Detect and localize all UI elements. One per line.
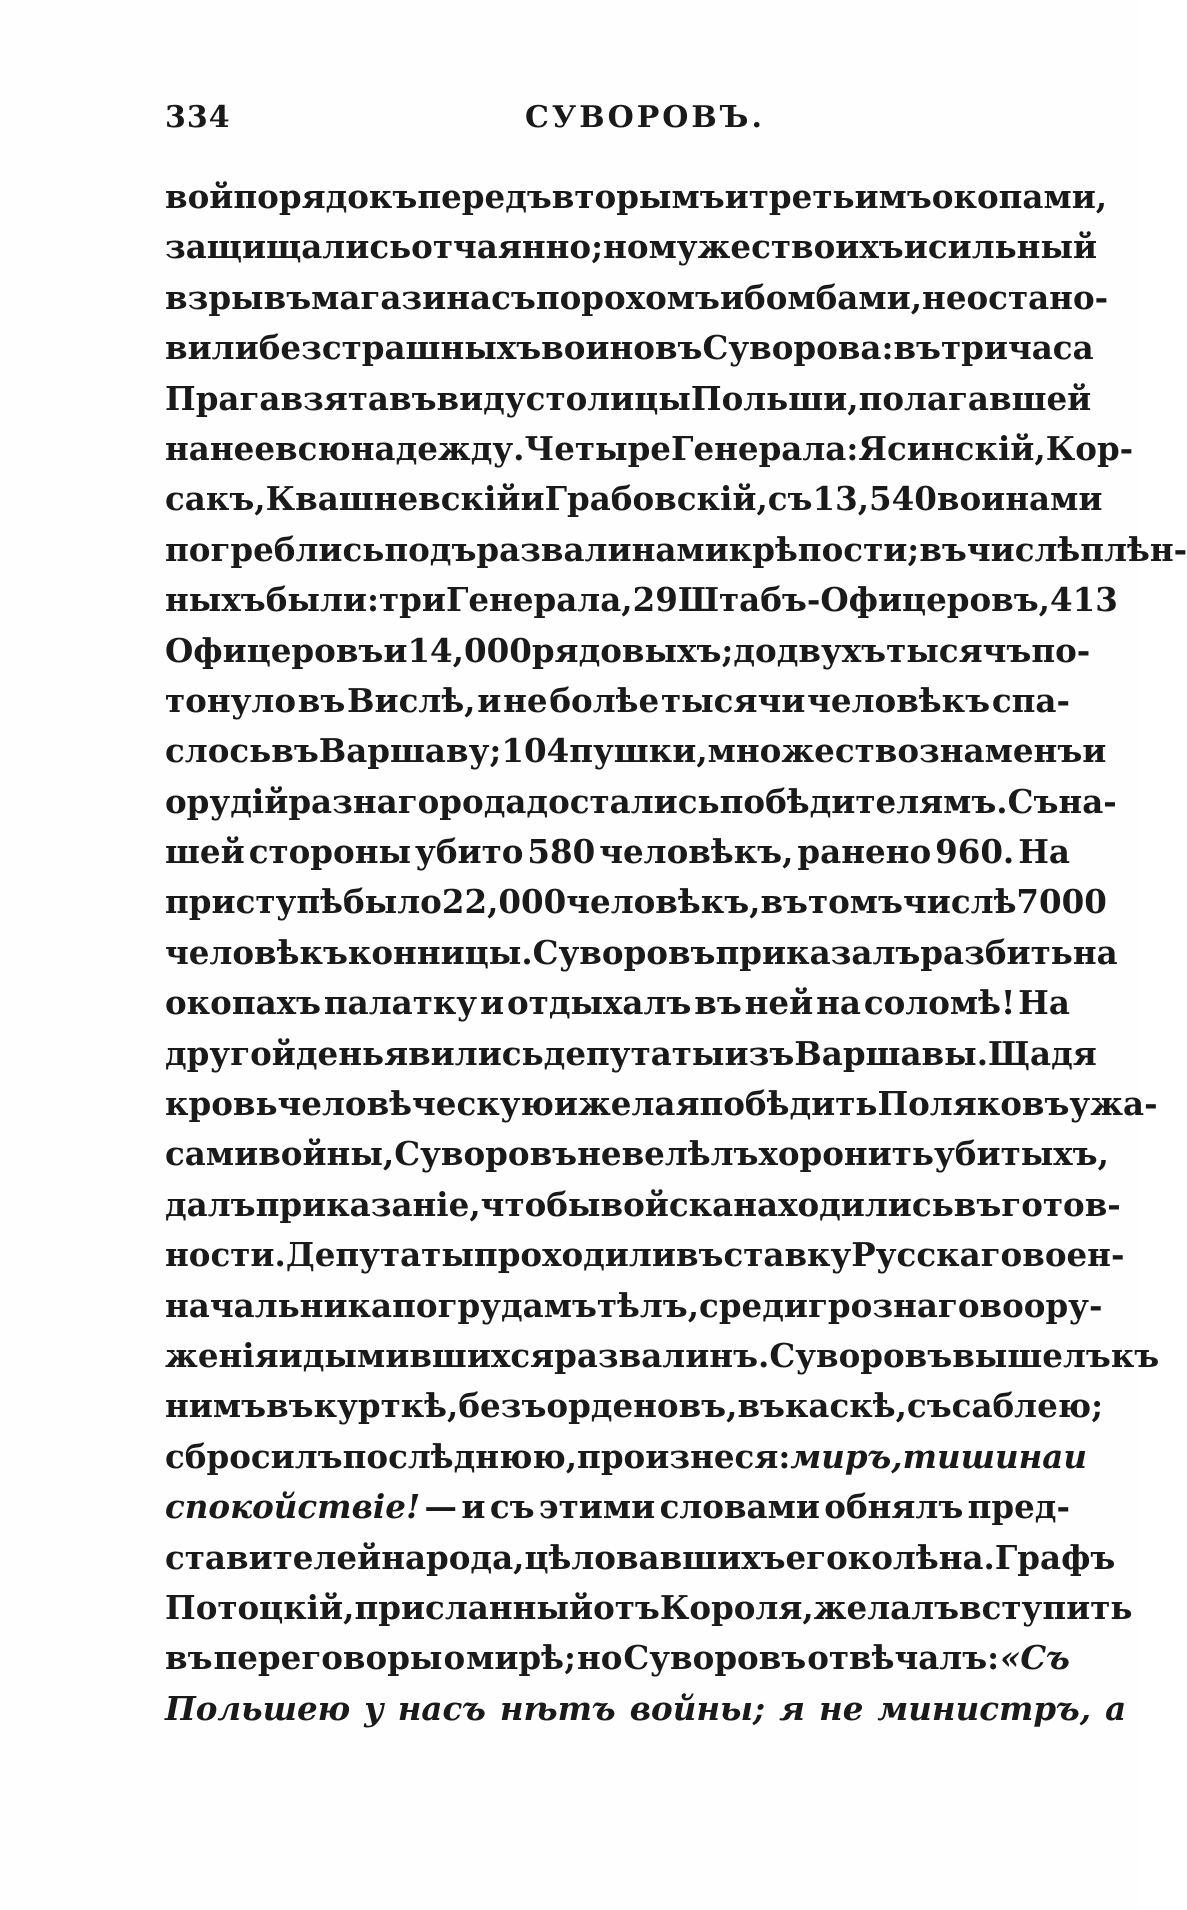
text-line [165,424,1134,474]
text-line [165,1533,1116,1583]
word: но [576,1638,623,1678]
word: не [577,1134,622,1174]
text-line [165,1482,1070,1532]
word: Суворовъ [532,932,716,972]
word: отчаянно; [411,227,604,267]
word: и [1063,1436,1087,1476]
word: слось [165,731,272,771]
word: въ [388,378,437,418]
word: взрывъ [165,277,312,317]
word: приступѣ [165,882,343,922]
word: порохомъ [535,277,720,317]
word: Грабовскій, [544,479,768,519]
word: приказалъ [715,932,921,972]
word: съ [906,1386,952,1426]
word: полагавшей [858,378,1092,418]
word: къ [1110,1335,1160,1375]
word: министръ, [877,1688,1092,1728]
word: и [719,277,745,317]
word: воен- [1022,1235,1125,1275]
page-number: 334 [165,100,231,135]
word: тѣлъ, [596,1285,700,1325]
word: человѣкъ [807,680,991,720]
word: словами [659,1487,820,1527]
word: на [165,428,210,468]
word: Ясинскій, [858,428,1046,468]
text-line [165,626,1091,676]
word: съ [489,1487,535,1527]
word: кровь [165,1084,278,1124]
word: и [278,1335,303,1375]
word: ней [744,983,814,1023]
word: развалинами [476,529,729,569]
word: не [819,1688,864,1728]
word: войска [600,1184,734,1224]
word: далъ [165,1184,256,1224]
word: окопахъ [165,983,321,1023]
word: грознаго [808,1285,980,1325]
word: въ [297,680,346,720]
word: 960. [935,832,1015,872]
word: до [733,630,777,670]
text-line [165,222,1098,272]
word: стороны [248,832,412,872]
word: томъ [807,882,903,922]
word: готов- [1001,1184,1121,1224]
text-line [165,726,1107,776]
word: но [603,227,649,267]
word: тонуло [165,680,296,720]
word: 104 [501,731,570,771]
word: третьимъ [748,177,932,216]
word: столицы [525,378,691,418]
text-line [165,928,1118,978]
word: порядокъ [233,177,418,216]
word: тысячи [660,680,806,720]
text-line [165,1281,1103,1331]
word: плѣн- [1080,529,1187,569]
word: вступить [959,1587,1133,1627]
word: Поляковъ [877,1084,1070,1124]
word: хоронить [758,1134,934,1174]
text-line [165,1633,1070,1683]
word: побѣдить [699,1084,878,1124]
word: Депутаты [285,1235,474,1275]
word: начальника [165,1285,393,1325]
word: воиновъ [541,328,703,368]
word: и [383,630,408,670]
text-line [165,1129,1109,1179]
word: крѣпости; [728,529,920,569]
word: были: [265,580,379,620]
word: дымившихся [302,1335,555,1375]
word: а [1105,1688,1127,1728]
word: женія [165,1335,279,1375]
word: ности. [165,1235,286,1275]
word: курткѣ, [313,1386,459,1426]
text-line [165,1331,1160,1381]
word: Варшаву; [318,731,502,771]
word: шей [165,832,245,872]
word: Вислѣ, [347,680,476,720]
text-line [165,827,1070,877]
text-line [165,1432,1087,1482]
word: пушки, [569,731,708,771]
word: пред- [967,1487,1070,1527]
word: 22,000 [441,882,567,922]
word: Съ [1007,781,1059,821]
word: передъ [417,177,552,216]
word: въ [893,328,941,368]
word: ставителей [165,1537,382,1577]
word: грудамъ [437,1285,597,1325]
word: тысячъ [886,630,1032,670]
word: знаменъ [919,731,1083,771]
word: съ [491,277,536,317]
word: достались [526,781,720,821]
word: Щадя [988,1033,1097,1073]
word: спокойствіе! [165,1487,421,1527]
word: произнеся: [577,1436,791,1476]
word: и [461,1487,486,1527]
text-line [165,1381,1104,1431]
word: побѣдителямъ. [719,781,1008,821]
word: отвѣчалъ: [807,1638,1000,1678]
word: окопами, [931,177,1108,216]
word: чтобы [480,1184,601,1224]
text-line [165,676,1070,726]
text-line [165,1583,1133,1633]
word: Генерала, [445,580,633,620]
word: желая [577,1084,700,1124]
word: послѣднюю, [342,1436,578,1476]
word: развалинъ. [554,1335,770,1375]
word: Короля, [659,1587,814,1627]
word: убитыхъ, [933,1134,1109,1174]
word: Варшавы. [794,1033,989,1073]
word: ставку [723,1235,852,1275]
text-line [165,978,1070,1028]
text-line [165,1029,1097,1079]
word: войны; [629,1688,766,1728]
word: защищались [165,227,412,267]
word: другой [165,1033,296,1073]
word: саблею; [951,1386,1104,1426]
word: Суворова: [702,328,894,368]
word: взята [280,378,389,418]
word: орденовъ, [546,1386,738,1426]
word: вторымъ [551,177,725,216]
word: множество [707,731,920,771]
word: ранено [797,832,932,872]
word: проходили [473,1235,676,1275]
word: человѣческую [277,1084,554,1124]
word: я [779,1688,805,1728]
word: его [785,1537,848,1577]
word: остано- [966,277,1109,317]
word: соломѣ! [863,983,1016,1023]
word: вышелъ [952,1335,1111,1375]
page-header [165,100,1070,150]
word: обнялъ [824,1487,964,1527]
word: ужа- [1069,1084,1158,1124]
word: и [724,177,749,216]
body-text [165,172,1187,1734]
word: ихъ [835,227,904,267]
word: 13,540 [812,479,937,519]
word: и [1082,731,1107,771]
word: приказаніе, [255,1184,481,1224]
word: виду [436,378,526,418]
word: безстрашныхъ [258,328,542,368]
word: отъ [593,1587,660,1627]
word: Суворовъ [769,1335,953,1375]
word: народа, [381,1537,525,1577]
word: и [520,479,545,519]
word: 7000 [1016,882,1107,922]
word: вой [165,177,234,216]
word: разнаго [288,781,440,821]
word: въ [953,1184,1002,1224]
word: въ [165,1638,213,1678]
word: тишина [902,1436,1064,1476]
word: Офицеровъ [165,630,384,670]
word: въ [266,1386,314,1426]
word: въ [675,1235,724,1275]
word: подъ [384,529,477,569]
word: у [364,1688,384,1728]
word: человѣкъ, [566,882,761,922]
word: въ [919,529,967,569]
word: Квашневскій [265,479,521,519]
word: было [343,882,442,922]
word: присланный [354,1587,594,1627]
word: миръ, [790,1436,903,1476]
word: часа [1007,328,1094,368]
word: на [816,983,861,1023]
word: не [503,680,548,720]
word: цѣловавшихъ [524,1537,786,1577]
word: мирѣ; [466,1638,577,1678]
word: Графъ [994,1537,1116,1577]
word: ныхъ [165,580,266,620]
word: погреблись [165,529,385,569]
word: велѣлъ [621,1134,759,1174]
text-line [165,1230,1125,1280]
word: На [1018,983,1070,1023]
word: въ [694,983,742,1023]
word: въ [737,1386,785,1426]
word: воинами [936,479,1103,519]
word: рядовыхъ; [531,630,734,670]
word: Польшею [165,1688,351,1728]
word: двухъ [776,630,887,670]
word: сакъ, [165,479,266,519]
word: болѣе [549,680,660,720]
word: нимъ [165,1386,267,1426]
word: каскѣ, [784,1386,907,1426]
word: желалъ [813,1587,960,1627]
word: находились [733,1184,954,1224]
word: день [295,1033,385,1073]
word: насъ [397,1688,486,1728]
word: магазина [311,277,492,317]
word: 29 [632,580,678,620]
word: Четыре [524,428,671,468]
word: Русскаго [851,1235,1023,1275]
word: — [424,1487,458,1527]
word: Польши, [690,378,859,418]
word: три [378,580,446,620]
text-line [165,273,1109,323]
word: всю [275,428,351,468]
word: Суворовъ [394,1134,578,1174]
text-line [165,1079,1158,1129]
word: Кор- [1045,428,1134,468]
word: этими [538,1487,656,1527]
text-line [165,877,1107,927]
word: сильный [927,227,1098,267]
text-line [165,1180,1121,1230]
word: воору- [979,1285,1103,1325]
text-line [165,172,1108,222]
word: бомбами, [744,277,923,317]
word: надежду. [350,428,525,468]
word: Прага [165,378,281,418]
word: мужество [648,227,836,267]
word: въ [271,731,319,771]
word: вили [165,328,259,368]
word: человѣкъ, [599,832,794,872]
word: убито [415,832,524,872]
text-line [165,777,1117,827]
word: «Съ [1000,1638,1070,1678]
word: Генерала: [671,428,859,468]
word: Потоцкій, [165,1587,355,1627]
word: и [903,227,928,267]
word: Штабъ-Офицеровъ, [677,580,1050,620]
word: спа- [991,680,1070,720]
word: сбросилъ [165,1436,343,1476]
word: явились [384,1033,544,1073]
text-line [165,374,1092,424]
word: рода [439,781,527,821]
word: колѣна. [847,1537,995,1577]
word: изъ [724,1033,795,1073]
word: среди [699,1285,809,1325]
word: человѣкъ [165,932,348,972]
word: орудій [165,781,289,821]
word: переговоры [213,1638,443,1678]
word: нѣтъ [499,1688,616,1728]
word: съ [767,479,813,519]
word: На [1018,832,1070,872]
word: конницы. [347,932,533,972]
word: и [553,1084,578,1124]
word: безъ [458,1386,547,1426]
word: три [940,328,1008,368]
word: войны, [258,1134,395,1174]
word: нее [209,428,276,468]
word: и [480,983,505,1023]
word: на [1072,932,1118,972]
word: о [443,1638,466,1678]
word: числѣ [966,529,1081,569]
word: 413 [1049,580,1118,620]
text-line [165,323,1094,373]
word: и [477,680,502,720]
word: въ [760,882,808,922]
word: палатку [323,983,478,1023]
word: не [922,277,967,317]
word: 580 [527,832,596,872]
word: 14,000 [407,630,532,670]
running-title: СУВОРОВЪ. [525,100,765,135]
word: по [392,1285,438,1325]
text-line [165,525,1187,575]
text-line [165,1684,1127,1734]
word: отдыхалъ [507,983,692,1023]
word: Суворовъ [623,1638,807,1678]
text-line [165,575,1118,625]
word: числѣ [902,882,1017,922]
text-line [165,474,1103,524]
word: депутаты [543,1033,725,1073]
word: разбить [920,932,1073,972]
word: на- [1058,781,1117,821]
word: по- [1031,630,1091,670]
word: сами [165,1134,259,1174]
